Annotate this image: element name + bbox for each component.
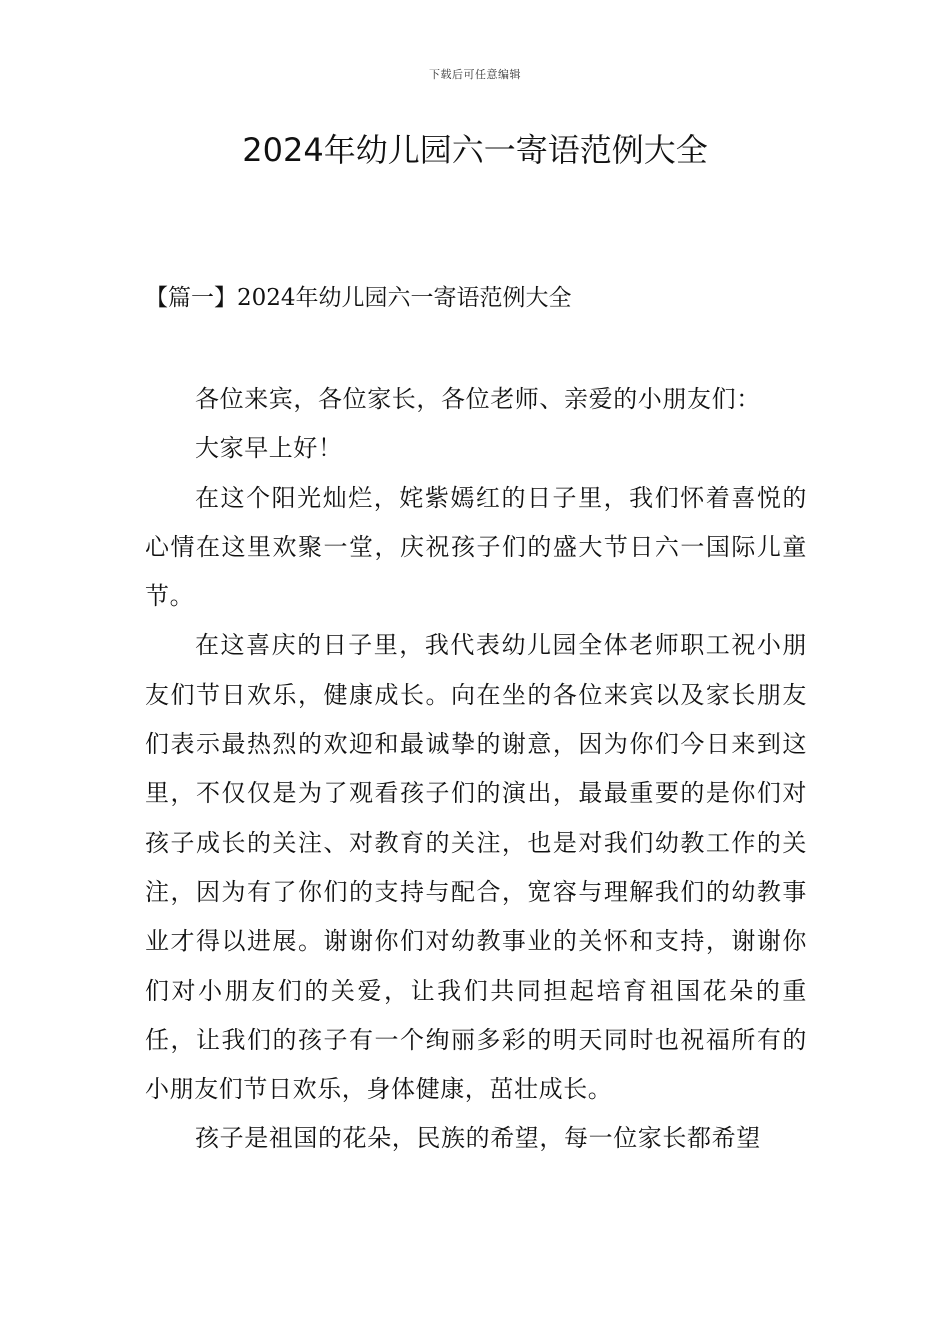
paragraph-thanks: 在这喜庆的日子里，我代表幼儿园全体老师职工祝小朋友们节日欢乐，健康成长。向在坐的各位来宾以及家长朋友们表示最热烈的欢迎和最诚挚的谢意，因为你们今日来到这里，不仅仅是为了观看孩子们的演出，最最重要的是你们对孩子成长的关注、对教育的关注，也是对我们幼教工作的关注，因为有了你们的支持与配合，宽容与理解我们的幼教事业才得以进展。谢谢你们对幼教事业的关怀和支持，谢谢你们对小朋友们的关爱，让我们共同担起培育祖国花朵的重任，让我们的孩子有一个绚丽多彩的明天同时也祝福所有的小朋友们节日欢乐，身体健康，茁壮成长。 [145,631,807,1104]
paragraph-greeting: 各位来宾，各位家长，各位老师、亲爱的小朋友们： [195,385,761,413]
paragraph-good-morning: 大家早上好！ [195,434,343,463]
header-note: 下载后可任意编辑 [429,68,521,81]
document-title: 2024年幼儿园六一寄语范例大全 [242,131,708,169]
paragraph-children: 孩子是祖国的花朵，民族的希望，每一位家长都希望 [195,1124,761,1153]
body-text [145,375,807,1164]
section-heading: 【篇一】2024年幼儿园六一寄语范例大全 [145,285,572,311]
paragraph-celebration: 在这个阳光灿烂，姹紫嫣红的日子里，我们怀着喜悦的心情在这里欢聚一堂，庆祝孩子们的盛大节日六一国际儿童节。 [145,483,807,611]
